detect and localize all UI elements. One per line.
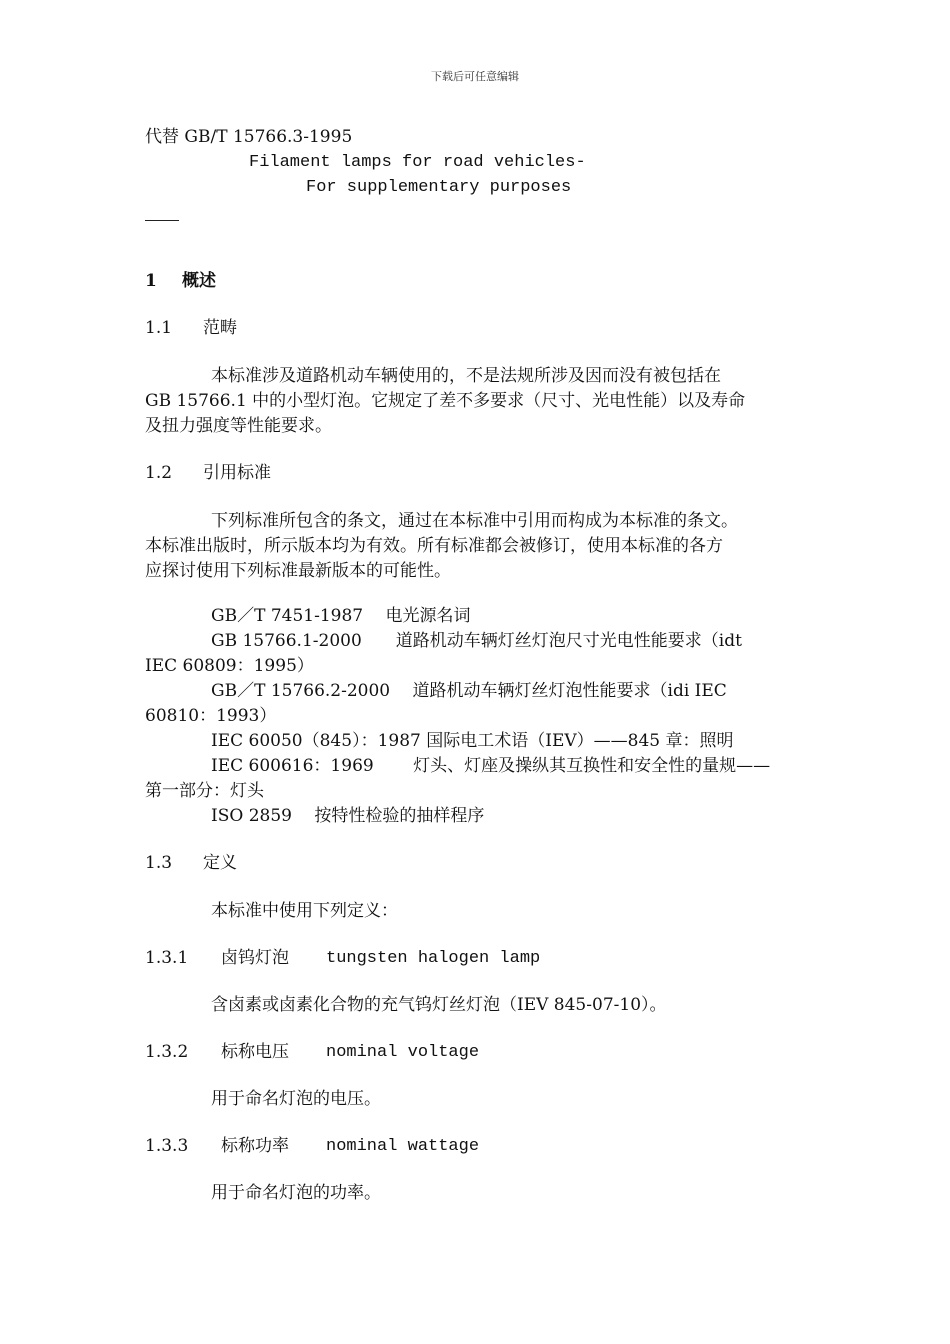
scope-paragraph-line: 及扭力强度等性能要求。	[145, 416, 332, 436]
scope-paragraph-line: 本标准涉及道路机动车辆使用的，不是法规所涉及因而没有被包括在	[211, 366, 721, 386]
english-title-line-2: For supplementary purposes	[306, 178, 572, 197]
references-paragraph-line: 下列标准所包含的条文，通过在本标准中引用而构成为本标准的条文。	[211, 511, 738, 531]
section-1-number: 1	[145, 271, 157, 291]
definition-3-term-en: nominal wattage	[326, 1137, 480, 1156]
definition-3-number: 1.3.3	[145, 1136, 189, 1156]
reference-item: ISO 2859 按特性检验的抽样程序	[211, 806, 485, 826]
reference-item: IEC 60050（845）：1987 国际电工术语（IEV）——845 章：照明	[211, 731, 734, 751]
scope-paragraph-line: GB 15766.1 中的小型灯泡。它规定了差不多要求（尺寸、光电性能）以及寿命	[145, 391, 746, 411]
section-1-1-number: 1.1	[145, 318, 173, 338]
reference-item: 第一部分：灯头	[145, 781, 264, 801]
page-header: 下载后可任意编辑	[431, 70, 519, 83]
section-1-2-title: 引用标准	[203, 463, 271, 483]
definition-2-number: 1.3.2	[145, 1042, 189, 1062]
definition-3-term-zh: 标称功率	[221, 1136, 289, 1156]
section-1-2-number: 1.2	[145, 463, 173, 483]
definition-1-term-en: tungsten halogen lamp	[326, 949, 541, 968]
definition-1-text: 含卤素或卤素化合物的充气钨灯丝灯泡（IEV 845-07-10）。	[211, 995, 667, 1015]
definitions-intro: 本标准中使用下列定义：	[211, 901, 398, 921]
section-1-1-title: 范畴	[203, 318, 237, 338]
definition-3-text: 用于命名灯泡的功率。	[211, 1183, 381, 1203]
reference-item: IEC 60809：1995）	[145, 656, 314, 676]
section-1-3-title: 定义	[203, 853, 237, 873]
section-1-3-number: 1.3	[145, 853, 173, 873]
definition-2-term-zh: 标称电压	[221, 1042, 289, 1062]
reference-item: GB 15766.1-2000 道路机动车辆灯丝灯泡尺寸光电性能要求（idt	[211, 631, 742, 651]
definition-2-text: 用于命名灯泡的电压。	[211, 1089, 381, 1109]
definition-1-term-zh: 卤钨灯泡	[221, 948, 289, 968]
definition-1-number: 1.3.1	[145, 948, 189, 968]
english-title-line-1: Filament lamps for road vehicles-	[249, 153, 586, 172]
references-paragraph-line: 应探讨使用下列标准最新版本的可能性。	[145, 561, 451, 581]
references-paragraph-line: 本标准出版时，所示版本均为有效。所有标准都会被修订，使用本标准的各方	[145, 536, 723, 556]
reference-item: IEC 600616：1969 灯头、灯座及操纵其互换性和安全性的量规——	[211, 756, 771, 776]
definition-2-term-en: nominal voltage	[326, 1043, 480, 1062]
title-rule	[145, 220, 179, 221]
reference-item: GB／T 15766.2-2000 道路机动车辆灯丝灯泡性能要求（idi IEC	[211, 681, 727, 701]
reference-item: GB／T 7451-1987 电光源名词	[211, 606, 471, 626]
reference-item: 60810：1993）	[145, 706, 277, 726]
section-1-title: 概述	[182, 271, 216, 291]
replaces-standard: 代替 GB/T 15766.3-1995	[145, 127, 353, 147]
